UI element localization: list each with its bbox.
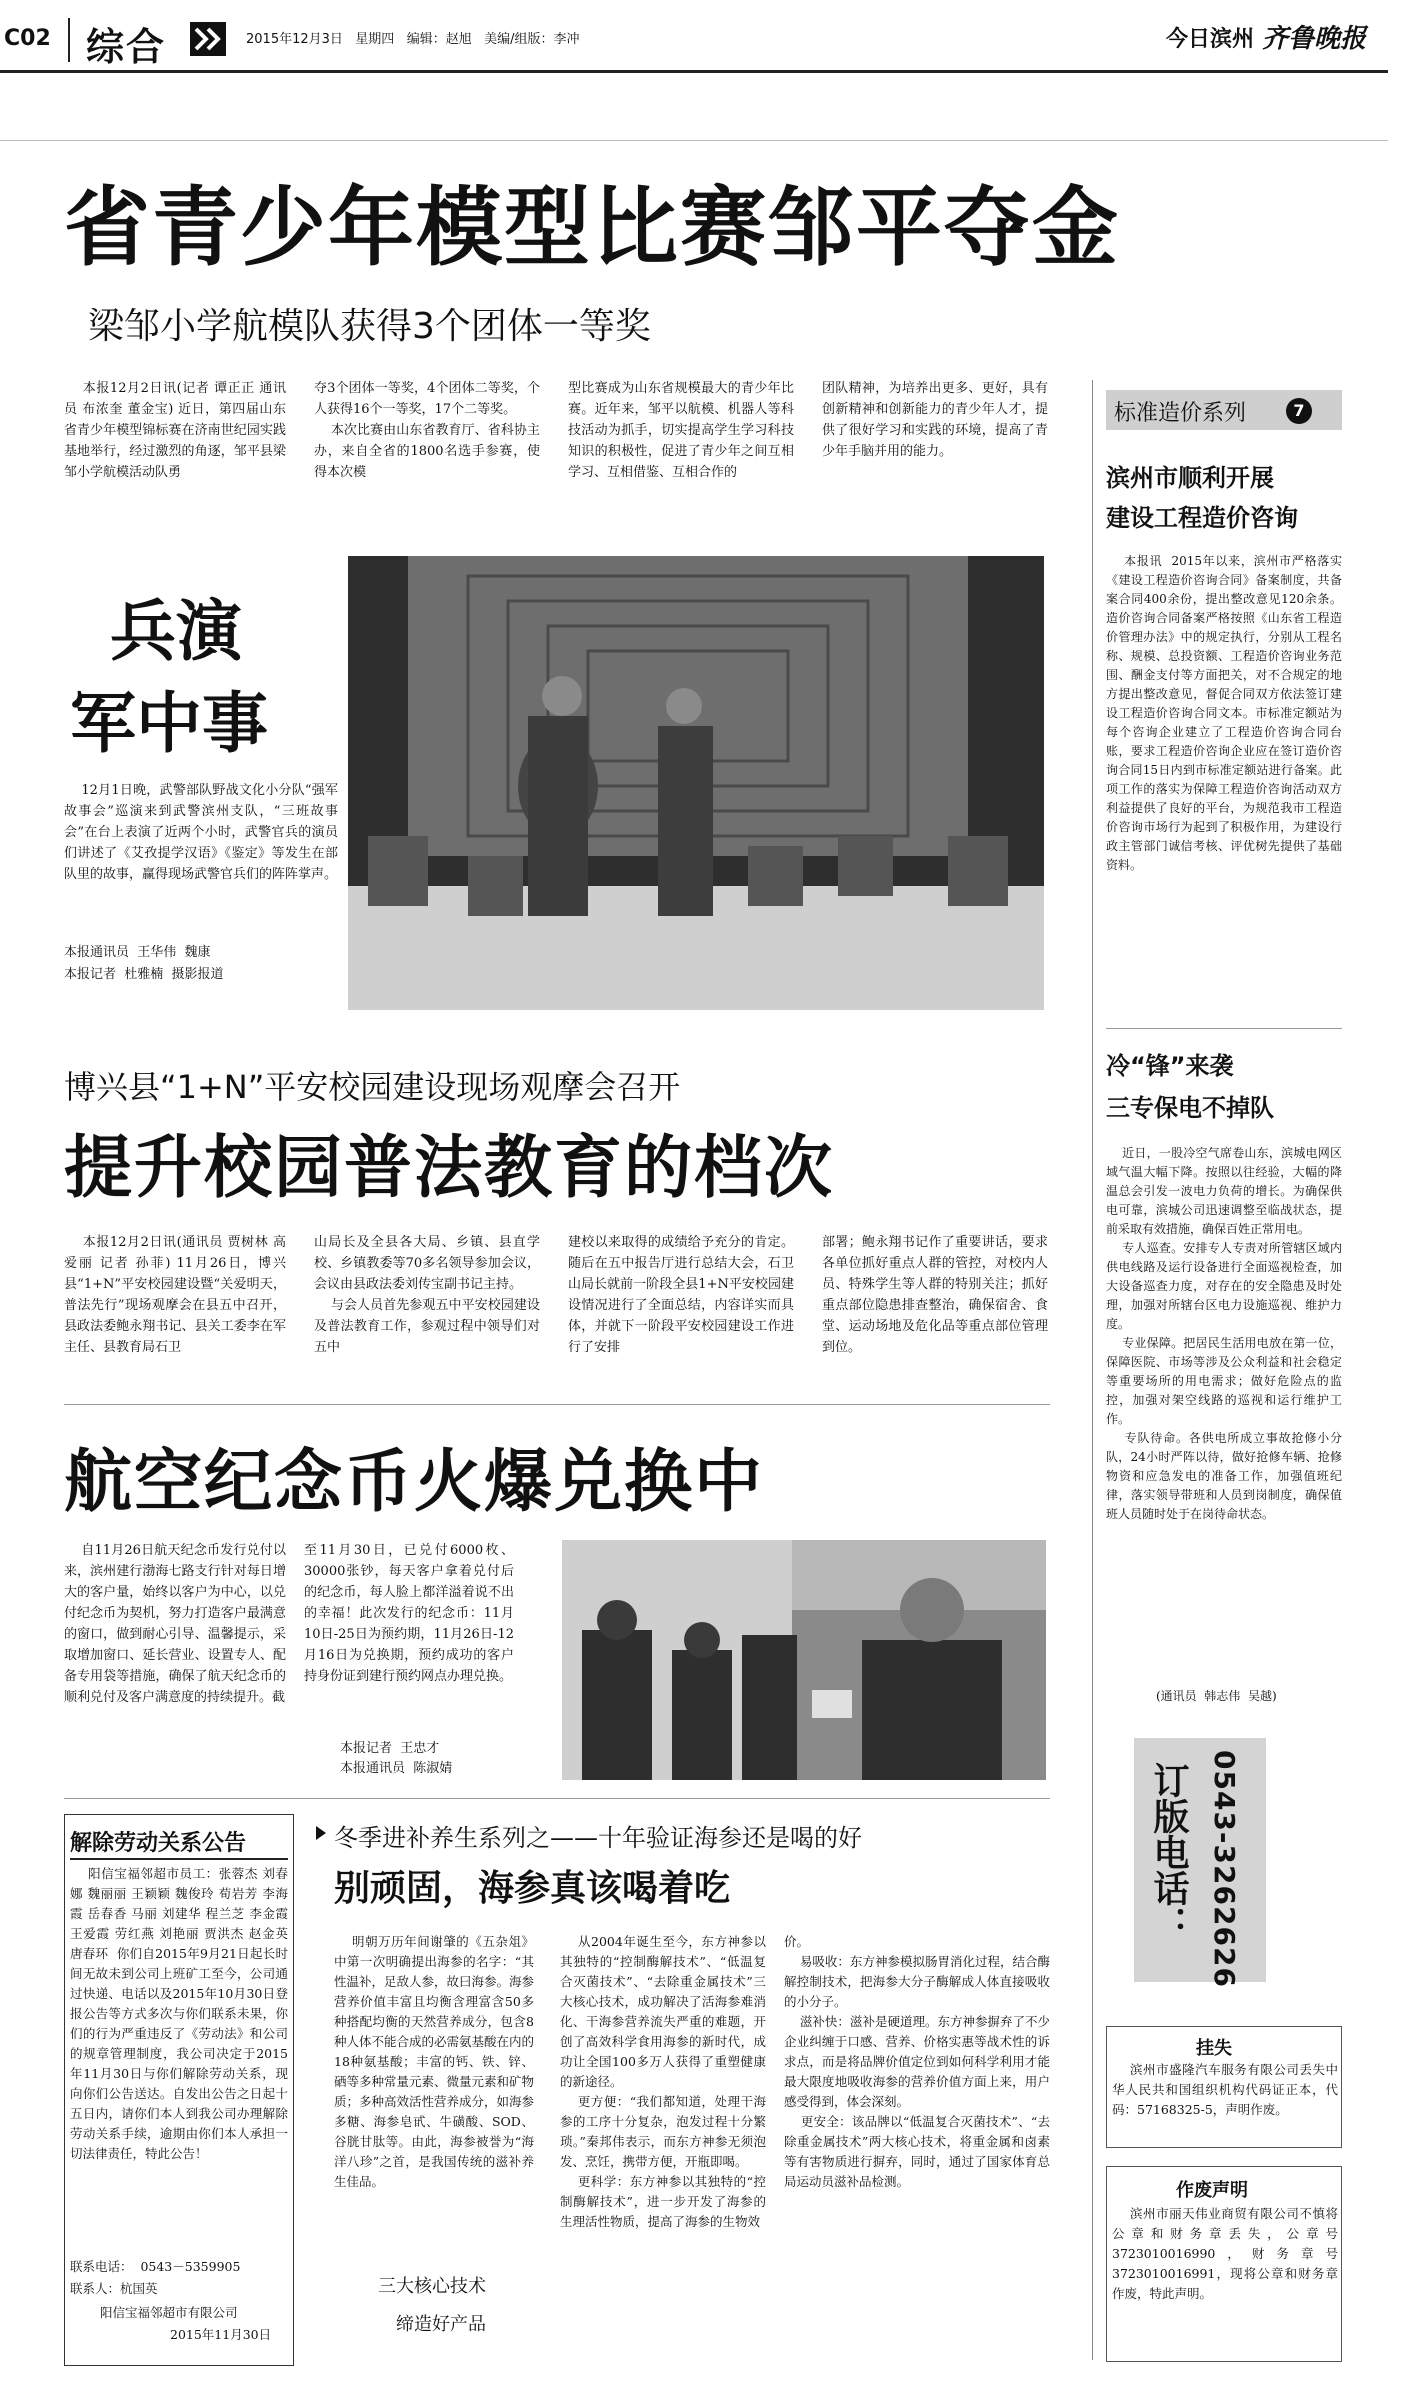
right-credit: (通讯员 韩志伟 吴越) [1156, 1689, 1277, 1703]
story4-subhead1: 三大核心技术 [378, 2276, 486, 2297]
story2-col4: 部署；鲍永翔书记作了重要讲话，要求各单位抓好重点人群的管控，对校内人员、特殊学生等人群的特别关注；抓好重点部位隐患排查整治，确保宿舍、食堂、运动场地及危化品等重点部位管理到位。 [822, 1235, 1048, 1355]
story3-col1: 自11月26日航天纪念币发行兑付以来，滨州建行渤海七路支行针对每日增大的客户量，始终以客户为中心，以兑付纪念币为契机，努力打造客户最满意的窗口，做到耐心引导、温馨提示，采取增加窗口、延长营业、设置专人、配备专用袋等措施，确保了航天纪念币的顺利兑付及客户满意度的持续提升。截 [64, 1543, 286, 1705]
right-text1: 本报讯 2015年以来，滨州市严格落实《建设工程造价咨询合同》备案制度，共备案合同400余份，提出整改意见120余条。造价咨询合同备案严格按照《山东省工程造价管理办法》中的规定执行，分别从工程名称、规模、总投资额、工程造价咨询业务范围、酬金支付等方面把关，对不合规定的地方提出整改意见，督促合同双方依法签订建设工程造价咨询合同文本。市标准定额站为每个咨询企业建立了工程造价咨询合同台账，要求工程造价咨询企业应在签订造价咨询合同15日内到市标准定额站进行备案。此项工作的落实为保障工程造价咨询活动双方利益提供了良好的平台，为规范我市工程造价咨询市场行为起到了积极作用，为建设行政主管部门诚信考核、评优树先提供了基础资料。 [1106, 554, 1342, 872]
right-headline1: 滨州市顺利开展 [1106, 464, 1274, 492]
order-phone-label: 订版电话： [1148, 1762, 1189, 1942]
story2-divider [64, 1404, 1050, 1405]
story1-col2: 夺3个团体一等奖，4个团体二等奖，个人获得16个一等奖，17个二等奖。 本次比赛由山东省教育厅、省科协主办，来自全省的1800名选手参赛，使得本次模 [314, 381, 540, 480]
army-credit2: 本报记者 杜雅楠 摄影报道 [64, 967, 224, 982]
notice-title: 解除劳动关系公告 [70, 1831, 247, 1856]
right-text2: 近日，一股冷空气席卷山东，滨城电网区域气温大幅下降。按照以往经验，大幅的降温总会引发一波电力负荷的增长。为确保供电可靠，滨城公司迅速调整至临战状态，提前采取有效措施，确保百姓正常用电。 专人巡查。安排专人专责对所管辖区域内供电线路及运行设备进行全面巡视检查，加大设备巡查力度，对存在的安全隐患及时处理，加强对所辖台区电力设施巡视、维护力度。 专业保障。把居民生活用电放在第一位，保障医院、市场等涉及公众利益和社会稳定等重要场所的用电需求；做好危险点的监控，加强对架空线路的巡视和运行维护工作。 专队待命。各供电所成立事故抢修小分队，24小时严阵以待，做好抢修车辆、抢修物资和应急发电的准备工作，加强值班纪律，落实领导带班和人员到岗制度，确保值班人员随时处于在岗待命状态。 [1106, 1146, 1342, 1521]
page-number: C02 [4, 26, 51, 51]
story3-credit2: 本报通讯员 陈淑婧 [340, 1761, 453, 1776]
lost-notice-text: 滨州市盛隆汽车服务有限公司丢失中华人民共和国组织机构代码证正本，代码：57168325-5，声明作废。 [1112, 2062, 1338, 2117]
story4-col2: 从2004年诞生至今，东方神参以其独特的“控制酶解技术”、“低温复合灭菌技术”、“去除重金属技术”三大核心技术，成功解决了活海参难消化、干海参营养流失严重的难题，开创了高效科学食用海参的新时代，成功让全国100多万人获得了重塑健康的新途径。 更方便：“我们都知道，处理干海参的工序十分复杂，泡发过程十分繁琐。”秦邦伟表示，而东方神参无须泡发、烹饪，携带方便，开瓶即喝。 更科学：东方神参以其独特的“控制酶解技术”，进一步开发了海参的生理活性物质，提高了海参的生物效 [560, 1934, 766, 2229]
order-phone-number: 0543-3262626 [1208, 1750, 1241, 1988]
notice-phone: 联系电话： 0543－5359905 [70, 2259, 241, 2274]
story2-col1: 本报12月2日讯(通讯员 贾树林 高爱丽 记者 孙菲) 11月26日，博兴县“1+N”平安校园建设暨“关爱明天，普法先行”现场观摩会在县五中召开，县政法委鲍永翔书记、县关工委李在军主任、县教育局石卫 [64, 1235, 286, 1355]
story1-headline: 省青少年模型比赛邹平夺金 [64, 178, 1120, 278]
notice-company: 阳信宝福邻超市有限公司 [100, 2305, 238, 2320]
void-notice-text: 滨州市丽天伟业商贸有限公司不慎将公章和财务章丢失，公章号3723010016990，财务章号3723010016991，现将公章和财务章作废，特此声明。 [1112, 2206, 1338, 2301]
story1-col1: 本报12月2日讯(记者 谭正正 通讯员 布浓奎 董金宝) 近日，第四届山东省青少年模型锦标赛在济南世纪园实践基地举行，经过激烈的角逐，邹平县梁邹小学航模活动队勇 [64, 381, 286, 480]
story2-col3: 建校以来取得的成绩给予充分的肯定。随后在五中报告厅进行总结大会，石卫山局长就前一阶段全县1+N平安校园建设情况进行了全面总结，内容详实而具体，并就下一阶段平安校园建设工作进行了安排 [568, 1235, 794, 1355]
brand-logo-text: 齐鲁晚报 [1262, 24, 1367, 54]
notice-date: 2015年11月30日 [170, 2327, 272, 2342]
series-number-badge: 7 [1286, 398, 1312, 424]
right-headline2: 建设工程造价咨询 [1106, 504, 1298, 532]
story3-headline: 航空纪念币火爆兑换中 [64, 1443, 765, 1522]
story2-kicker: 博兴县“1+N”平安校园建设现场观摩会召开 [64, 1068, 681, 1106]
notice-text: 阳信宝福邻超市员工：张蓉杰 刘春娜 魏丽丽 王颖颖 魏俊玲 荀岩芳 李海霞 岳春香 马丽 刘建华 程兰芝 李金霞 王爱霞 劳红燕 刘艳丽 贾洪杰 赵金英 唐春环 你们自2015年9月21日起长时间无故未到公司上班矿工至今，公司通过快递、电话以及2015年10月30日登报公告等方式多次与你们联系未果，你们的行为严重违反了《劳动法》和公司的规章管理制度，我公司决定于2015年11月30日与你们解除劳动关系，现向你们公告送达。自发出公告之日起十五日内，请你们本人到我公司办理解除劳动关系手续，逾期由你们本人承担一切法律责任，特此公告！ [70, 1866, 292, 2161]
notice-contact: 联系人：杭国英 [70, 2281, 158, 2296]
header-rule-thin [0, 140, 1388, 141]
story1-col4: 团队精神，为培养出更多、更好，具有创新精神和创新能力的青少年人才，提供了很好学习和实践的环境，提高了青少年手脑并用的能力。 [822, 381, 1048, 459]
story3-divider [64, 1798, 1050, 1799]
section-name: 综合 [86, 25, 167, 69]
story4-kicker: 冬季进补养生系列之——十年验证海参还是喝的好 [334, 1824, 862, 1852]
story3-col2: 至11月30日，已兑付6000枚、30000张钞，每天客户拿着兑付后的纪念币，每人脸上都洋溢着说不出的幸福！此次发行的纪念币：11月10日-25日为预约期，11月26日-12月16日为兑换期，预约成功的客户持身份证到建行预约网点办理兑换。 [304, 1543, 514, 1684]
army-text: 12月1日晚，武警部队野战文化小分队“强军故事会”巡演来到武警滨州支队，“三班故事会”在台上表演了近两个小时，武警官兵的演员们讲述了《艾孜提学汉语》《鉴定》等发生在部队里的故事，赢得现场武警官兵们的阵阵掌声。 [64, 783, 338, 882]
story2-col2: 山局长及全县各大局、乡镇、县直学校、乡镇教委等70多名领导参加会议，会议由县政法委刘传宝副书记主持。 与会人员首先参观五中平安校园建设及普法教育工作，参观过程中领导们对五中 [314, 1235, 540, 1355]
right-column-divider [1092, 380, 1093, 2360]
right-headline3: 冷“锋”来袭 [1106, 1052, 1234, 1080]
kicker-triangle-icon [316, 1826, 326, 1840]
right-divider1 [1106, 1028, 1342, 1029]
army-title-line1: 兵演 [110, 593, 242, 670]
header-rule [0, 70, 1388, 73]
lost-notice-title: 挂失 [1196, 2038, 1232, 2059]
army-credit1: 本报通讯员 王华伟 魏康 [64, 945, 211, 960]
story3-credit1: 本报记者 王忠才 [340, 1741, 440, 1756]
void-notice-title: 作废声明 [1176, 2180, 1248, 2201]
story1-subhead: 梁邹小学航模队获得3个团体一等奖 [88, 306, 651, 347]
brand-name: 今日滨州 [1166, 27, 1255, 52]
section-arrow-icon [190, 22, 226, 56]
header-divider [68, 18, 70, 62]
story2-headline: 提升校园普法教育的档次 [64, 1129, 835, 1208]
story4-headline: 别顽固，海参真该喝着吃 [334, 1868, 731, 1909]
army-title-line2: 军中事 [70, 685, 268, 762]
story4-col3: 价。 易吸收：东方神参模拟肠胃消化过程，结合酶解控制技术，把海参大分子酶解成人体直接吸收的小分子。 滋补快：滋补是硬道理。东方神参摒弃了不少企业纠缠于口感、营养、价格实惠等战术性的诉求点，而是将品牌价值定位到如何科学利用才能最大限度地吸收海参的营养价值方面上来，用户感受得到，体会深刻。 更安全：该品牌以“低温复合灭菌技术”、“去除重金属技术”两大核心技术，将重金属和卤素等有害物质进行摒弃，同时，通过了国家体育总局运动员滋补品检测。 [784, 1934, 1050, 2189]
series-tag-label: 标准造价系列 [1114, 401, 1247, 426]
notice-title-rule [70, 1858, 288, 1860]
story4-col1: 明朝万历年间谢肇的《五杂俎》中第一次明确提出海参的名字：“其性温补，足敌人参，故曰海参。海参营养价值丰富且均衡含理富含50多种搭配均衡的天然营养成分，包含8种人体不能合成的必需氨基酸在内的18种氨基酸；丰富的钙、铁、锌、硒等多种常量元素、微量元素和矿物质；多种高效活性营养成分，如海参多糖、海参皂甙、牛磺酸、SOD、谷胱甘肽等。由此，海参被誉为“海洋八珍”之首，是我国传统的滋补养生佳品。 [334, 1934, 535, 2189]
story4-subhead2: 缔造好产品 [396, 2314, 486, 2335]
date-info: 2015年12月3日 星期四 编辑：赵旭 美编/组版：李冲 [246, 32, 580, 47]
army-performance-photo [348, 556, 1044, 1010]
right-headline4: 三专保电不掉队 [1106, 1094, 1274, 1122]
story1-col3: 型比赛成为山东省规模最大的青少年比赛。近年来，邹平以航模、机器人等科技活动为抓手，切实提高学生学习科技知识的积极性，促进了青少年之间互相学习、互相借鉴、互相合作的 [568, 381, 794, 480]
coin-exchange-photo [562, 1540, 1046, 1780]
